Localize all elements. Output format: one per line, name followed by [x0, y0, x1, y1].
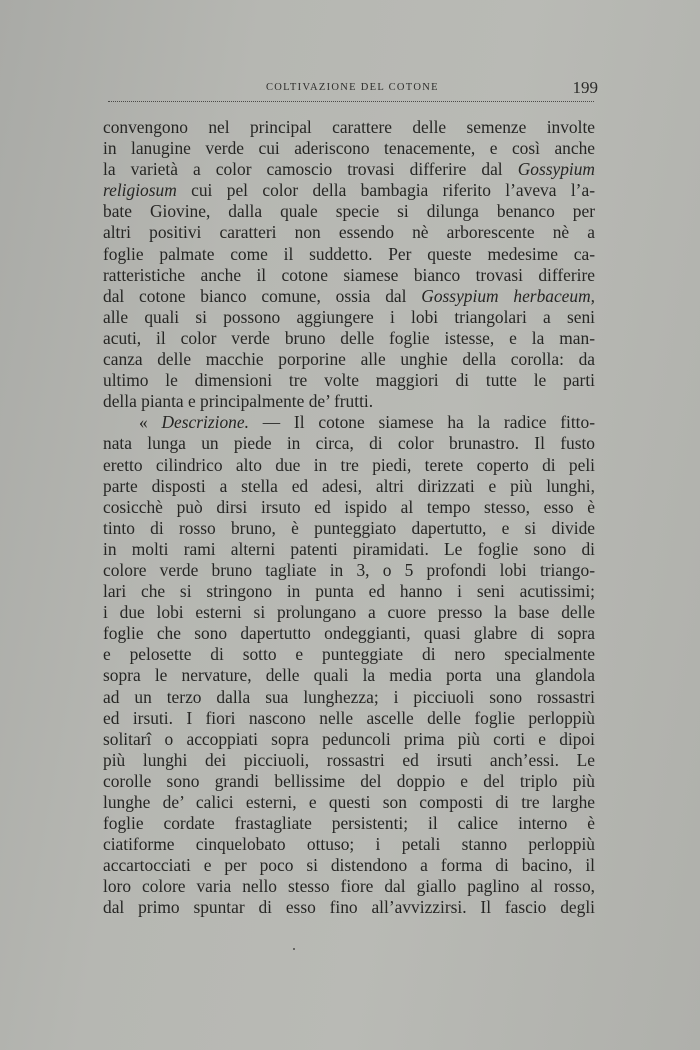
text-line	[103, 518, 595, 539]
text-line	[103, 265, 595, 286]
text-line	[103, 286, 595, 307]
text-line	[103, 602, 595, 623]
text-line	[103, 644, 595, 665]
text-line	[103, 433, 595, 454]
text-line	[103, 708, 595, 729]
text-line	[103, 117, 595, 138]
text-run: nata lunga un piede in circa, di color brunastro. Il fusto	[103, 433, 595, 454]
text-line	[103, 391, 595, 412]
text-line	[103, 328, 595, 349]
italic-text: Gossypium	[517, 159, 595, 180]
text-line	[103, 201, 595, 222]
text-run: bate Giovine, dalla quale specie si dilunga benanco per	[103, 201, 595, 222]
text-run: dal primo spuntar di esso fino all’avvizzirsi. Il fascio degli	[103, 897, 595, 918]
italic-text: religiosum	[103, 180, 177, 201]
text-line	[103, 370, 595, 391]
text-run: foglie che sono dapertutto ondeggianti, quasi glabre di sopra	[103, 623, 595, 644]
text-run: ad un terzo dalla sua lunghezza; i picciuoli sono rossastri	[103, 686, 595, 707]
text-line	[103, 222, 595, 243]
text-run: lunghe de’ calici esterni, e questi son composti di tre larghe	[103, 792, 595, 812]
text-line	[103, 539, 595, 560]
running-title: COLTIVAZIONE DEL COTONE	[266, 82, 439, 93]
text-line	[103, 138, 595, 159]
text-line	[103, 729, 595, 750]
text-run: della pianta e principalmente de’ frutti.	[103, 391, 374, 412]
text-run: in lanugine verde cui aderiscono tenacemente, e così anche	[103, 138, 595, 159]
italic-text: Gossypium herbaceum,	[421, 285, 595, 306]
text-run: più lunghi dei picciuoli, rossastri ed irsuti anch’essi. Le	[103, 749, 595, 770]
text-run: tinto di rosso bruno, è punteggiato dapertutto, e si divide	[103, 517, 595, 538]
text-line	[103, 455, 595, 476]
text-run: corolle sono grandi bellissime del doppio e del triplo più	[103, 770, 595, 791]
text-line	[103, 792, 595, 813]
text-run: solitarî o accoppiati sopra peduncoli prima più corti e dipoi	[103, 728, 595, 749]
text-run: convengono nel principal carattere delle semenze involte	[103, 117, 595, 137]
text-run: alle quali si possono aggiungere i lobi triangolari a seni	[103, 306, 595, 327]
text-run: lari che si stringono in punta ed hanno i seni acutissimi;	[103, 581, 595, 602]
text-line	[103, 855, 595, 876]
text-line	[103, 771, 595, 792]
text-line	[103, 180, 595, 201]
text-run: altri positivi caratteri non essendo nè arborescente nè a	[103, 222, 595, 243]
text-run: foglie palmate come il suddetto. Per queste medesime ca-	[103, 243, 595, 264]
body-text	[103, 117, 595, 919]
text-line	[103, 581, 595, 602]
text-line	[103, 750, 595, 771]
text-line	[103, 687, 595, 708]
text-run: in molti rami alterni patenti piramidati. Le foglie sono di	[103, 538, 595, 559]
text-run: — Il cotone siamese ha la radice fitto-	[248, 412, 595, 433]
text-line	[103, 897, 595, 918]
text-run: sopra le nervature, delle quali la media porta una glandola	[103, 665, 595, 686]
text-run: la varietà a color camoscio trovasi differire dal	[103, 159, 518, 180]
text-run: ratteristiche anche il cotone siamese bianco trovasi differire	[103, 264, 595, 285]
text-line	[103, 159, 595, 180]
text-run: accartocciati e per poco si distendono a forma di bacino, il	[103, 855, 595, 876]
text-line	[103, 560, 595, 581]
text-run: i due lobi esterni si prolungano a cuore presso la base delle	[103, 602, 595, 623]
text-run: foglie cordate frastagliate persistenti; il calice interno è	[103, 813, 595, 834]
text-run: dal cotone bianco comune, ossia dal	[103, 285, 422, 306]
text-run: acuti, il color verde bruno delle foglie istesse, e la man-	[103, 327, 595, 348]
text-line	[103, 834, 595, 855]
text-run: ed irsuti. I fiori nascono nelle ascelle delle foglie perloppiù	[103, 707, 595, 728]
header-rule	[108, 101, 594, 102]
printer-mark	[293, 948, 295, 950]
page-number: 199	[572, 78, 598, 97]
text-line	[103, 623, 595, 644]
text-line	[103, 497, 595, 518]
text-run: cosicchè può dirsi irsuto ed ispido al tempo stesso, esso è	[103, 496, 595, 517]
text-run: colore verde bruno tagliate in 3, o 5 profondi lobi triango-	[103, 559, 595, 580]
text-run: «	[139, 412, 162, 433]
text-line	[103, 412, 595, 433]
text-line	[103, 307, 595, 328]
text-line	[103, 476, 595, 497]
text-run: cui pel color della bambagia riferito l’aveva l’a-	[176, 180, 595, 201]
text-run: e pelosette di sotto e punteggiate di nero specialmente	[103, 644, 595, 665]
text-line	[103, 349, 595, 370]
text-run: loro colore varia nello stesso fiore dal giallo paglino al rosso,	[103, 876, 595, 897]
text-line	[103, 244, 595, 265]
text-line	[103, 665, 595, 686]
text-run: ultimo le dimensioni tre volte maggiori di tutte le parti	[103, 370, 595, 391]
text-run: eretto cilindrico alto due in tre piedi, terete coperto di peli	[103, 454, 595, 475]
text-run: canza delle macchie porporine alle unghie della corolla: da	[103, 349, 595, 370]
text-line	[103, 876, 595, 897]
text-line	[103, 813, 595, 834]
page-header	[108, 80, 598, 104]
text-run: ciatiforme cinquelobato ottuso; i petali stanno perloppiù	[103, 834, 595, 855]
italic-text: Descrizione.	[161, 412, 249, 433]
text-run: parte disposti a stella ed adesi, altri dirizzati e più lunghi,	[103, 475, 595, 496]
